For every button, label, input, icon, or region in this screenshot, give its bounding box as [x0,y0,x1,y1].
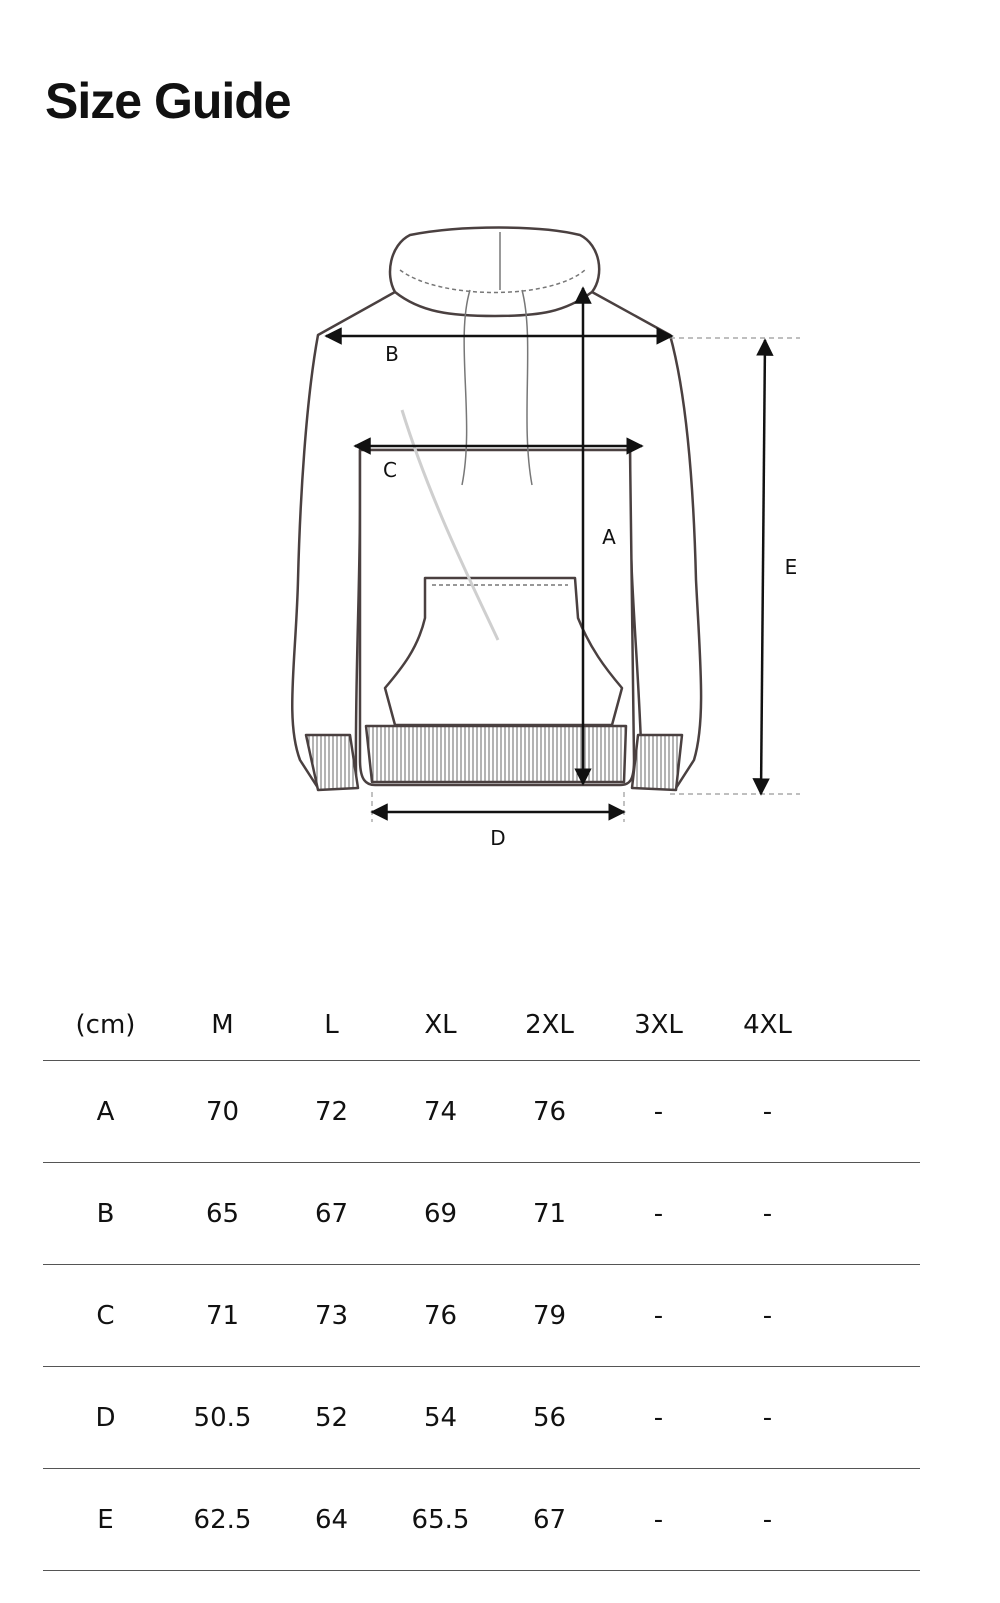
table-cell: 72 [277,1061,386,1163]
table-cell: 71 [495,1163,604,1265]
table-cell: 74 [386,1061,495,1163]
table-cell: - [713,1163,822,1265]
table-cell: 70 [168,1061,277,1163]
table-cell: 79 [495,1265,604,1367]
table-cell: 71 [168,1265,277,1367]
measure-b-label: B [385,342,399,366]
table-row [43,1469,920,1571]
table-header-row [43,990,920,1061]
table-cell: 67 [495,1469,604,1571]
size-header: 3XL [604,990,713,1061]
table-cell: - [713,1265,822,1367]
hoodie-illustration [292,228,701,791]
row-label: E [43,1469,168,1571]
table-row [43,1163,920,1265]
row-label: D [43,1367,168,1469]
table-cell: 52 [277,1367,386,1469]
unit-header: (cm) [43,990,168,1061]
table-cell: - [604,1469,713,1571]
measure-c-label: C [383,458,397,482]
hoodie-measurement-diagram [0,200,1000,900]
table-cell: 50.5 [168,1367,277,1469]
table-row [43,1367,920,1469]
table-cell: 73 [277,1265,386,1367]
spacer-cell [822,1061,920,1163]
table-cell: - [713,1367,822,1469]
measure-a-label: A [602,525,616,549]
row-label: C [43,1265,168,1367]
spacer-cell [822,1163,920,1265]
table-cell: - [604,1367,713,1469]
table-cell: - [713,1061,822,1163]
size-header: L [277,990,386,1061]
table-cell: - [604,1163,713,1265]
spacer-cell [822,1469,920,1571]
size-header: XL [386,990,495,1061]
size-header: 2XL [495,990,604,1061]
measure-e-arrow [761,340,765,794]
table-cell: 76 [386,1265,495,1367]
table-cell: 64 [277,1469,386,1571]
table-cell: - [604,1265,713,1367]
table-cell: - [713,1469,822,1571]
table-cell: 65.5 [386,1469,495,1571]
table-cell: 76 [495,1061,604,1163]
row-label: B [43,1163,168,1265]
size-header: 4XL [713,990,822,1061]
table-row [43,1265,920,1367]
table-cell: - [604,1061,713,1163]
spacer-cell [822,1265,920,1367]
table-cell: 54 [386,1367,495,1469]
row-label: A [43,1061,168,1163]
table-row [43,1061,920,1163]
table-cell: 65 [168,1163,277,1265]
table-cell: 69 [386,1163,495,1265]
spacer-header [822,990,920,1061]
measure-e-label: E [784,555,798,579]
size-header: M [168,990,277,1061]
table-cell: 67 [277,1163,386,1265]
measure-d-label: D [490,826,506,850]
table-cell: 62.5 [168,1469,277,1571]
page-title: Size Guide [45,73,291,129]
size-table [43,990,920,1571]
spacer-cell [822,1367,920,1469]
table-cell: 56 [495,1367,604,1469]
